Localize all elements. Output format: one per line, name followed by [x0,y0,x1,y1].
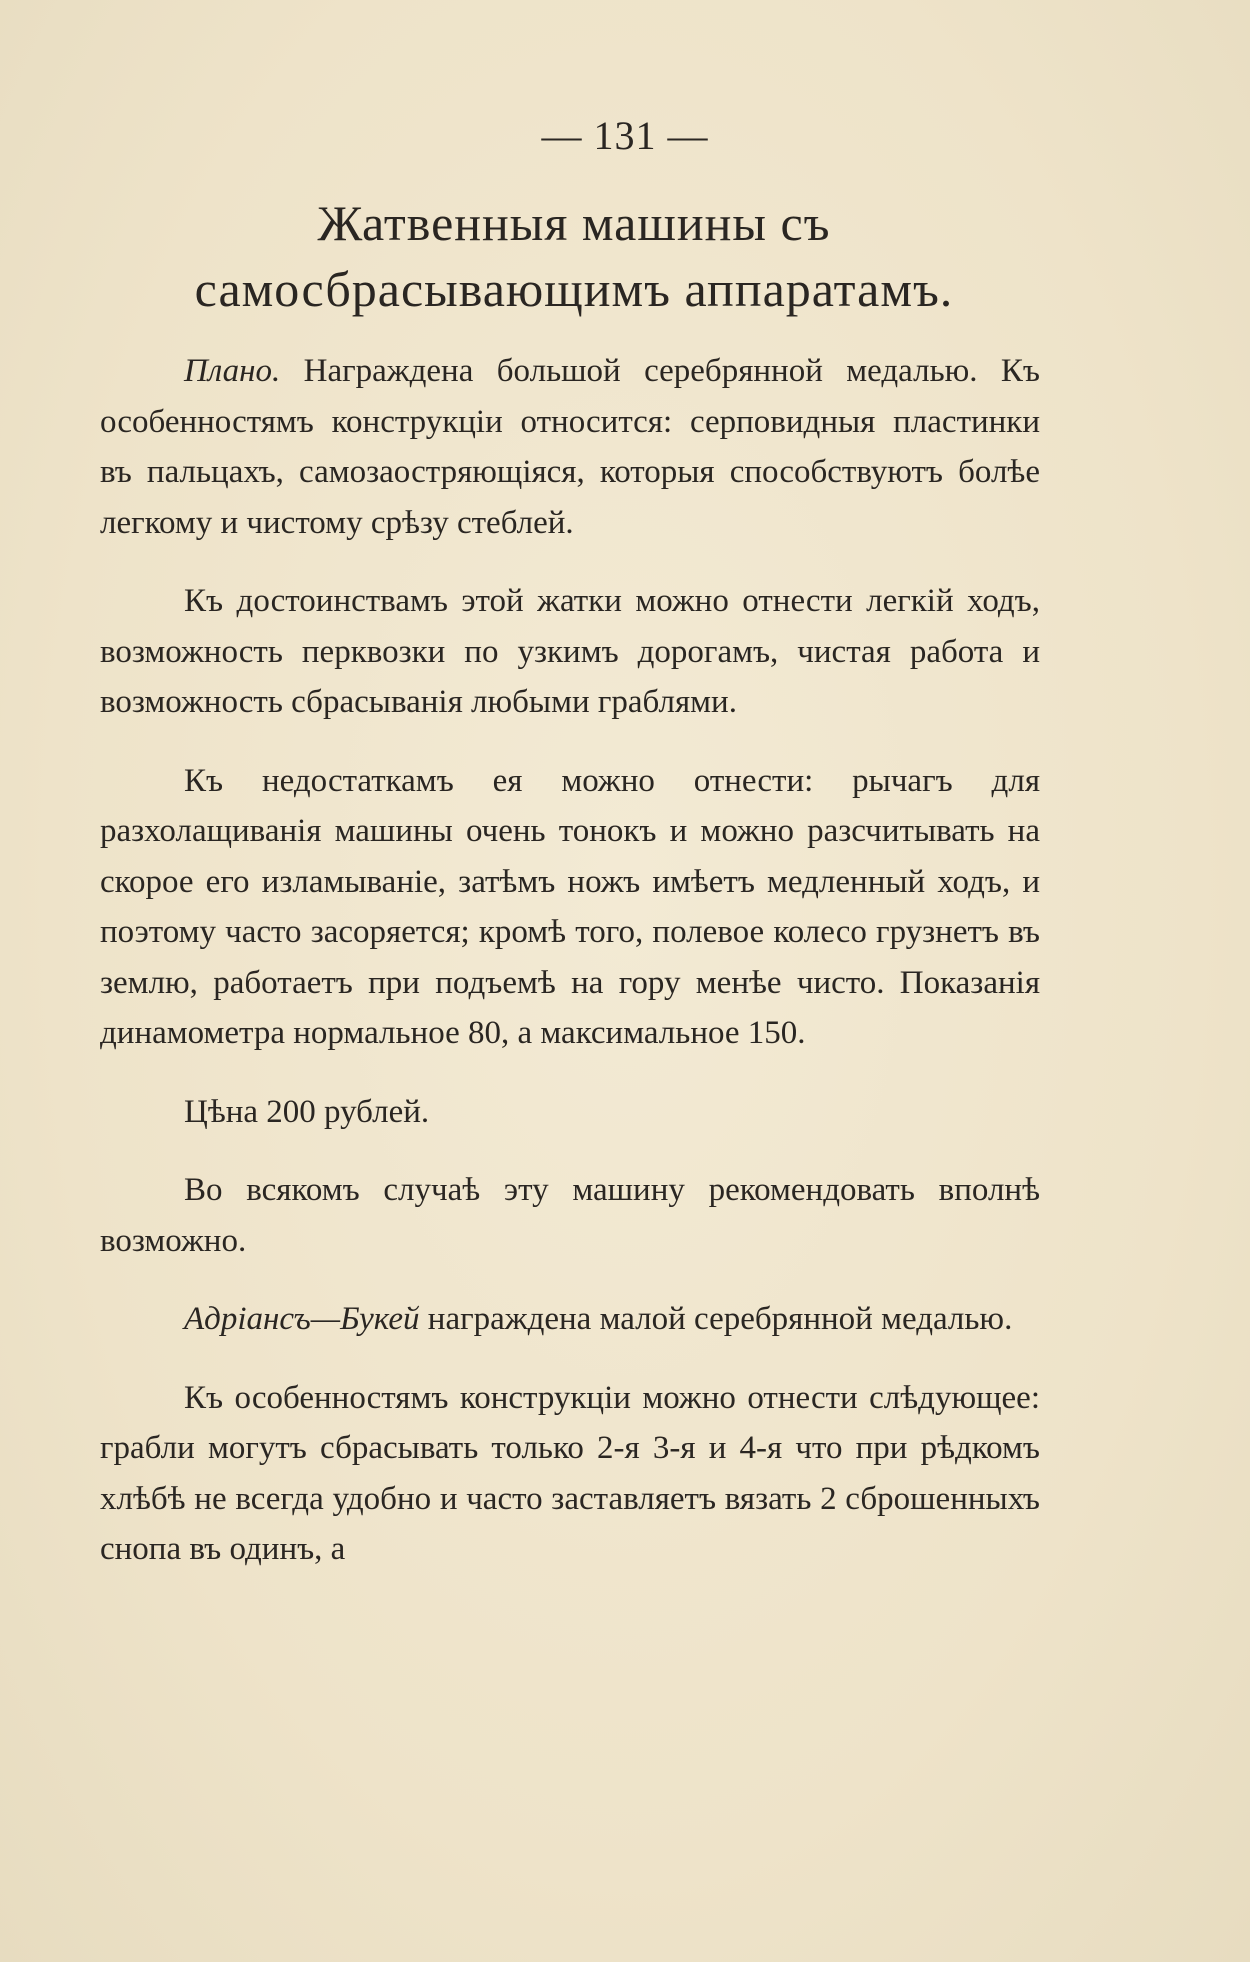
paragraph-text: Во всякомъ случаѣ эту машину рекомендовать вполнѣ возможно. [100,1172,1040,1259]
body-text [100,346,1040,1603]
paragraph-adriance [100,1294,1040,1345]
section-heading: Жатвенныя машины съ самосбрасывающимъ аппаратамъ. [194,195,954,317]
paragraph-recommendation [100,1165,1040,1266]
paragraph-text: Къ особенностямъ конструкціи можно отнести слѣдующее: грабли могутъ сбрасывать только 2-я 3-я и 4-я что при рѣдкомъ хлѣбѣ не всегда удобно и часто заставляетъ вязать 2 сброшенныхъ снопа въ одинъ, а [100,1379,1040,1567]
paragraph-advantages [100,576,1040,728]
paragraph-price [100,1087,1040,1138]
paragraph-text: Цѣна 200 рублей. [184,1093,430,1130]
paragraph-text: Къ недостаткамъ ея можно отнести: рычагъ для разхолащиванія машины очень тонокъ и можно разсчитывать на скорое его изламываніе, затѣмъ ножъ имѣетъ медленный ходъ, и поэтому часто засоряется; кромѣ того, полевое колесо грузнетъ въ землю, работаетъ при подъемѣ на гору менѣе чисто. Показанія динамометра нормальное 80, а максимальное 150. [100,762,1040,1051]
paragraph-plano [100,346,1040,548]
paragraph-text: Къ достоинствамъ этой жатки можно отнести легкій ходъ, возможность перквозки по узкимъ дорогамъ, чистая работа и возможность сбрасыванія любыми граблями. [100,583,1040,720]
page-number: — 131 — [541,113,709,158]
paragraph-disadvantages [100,756,1040,1059]
machine-name-plano: Плано. [184,353,281,389]
paragraph-text: награждена малой серебрянной медалью. [419,1301,1013,1337]
paragraph-text: Награждена большой серебрянной медалью. Къ особенностямъ конструкціи относится: серповидныя пластинки въ пальцахъ, самозаостряющіяся, которыя способствуютъ болѣе легкому и чистому срѣзу стеблей. [100,353,1040,541]
paragraph-features [100,1373,1040,1575]
machine-name-adriance: Адріансъ—Букей [184,1301,420,1337]
